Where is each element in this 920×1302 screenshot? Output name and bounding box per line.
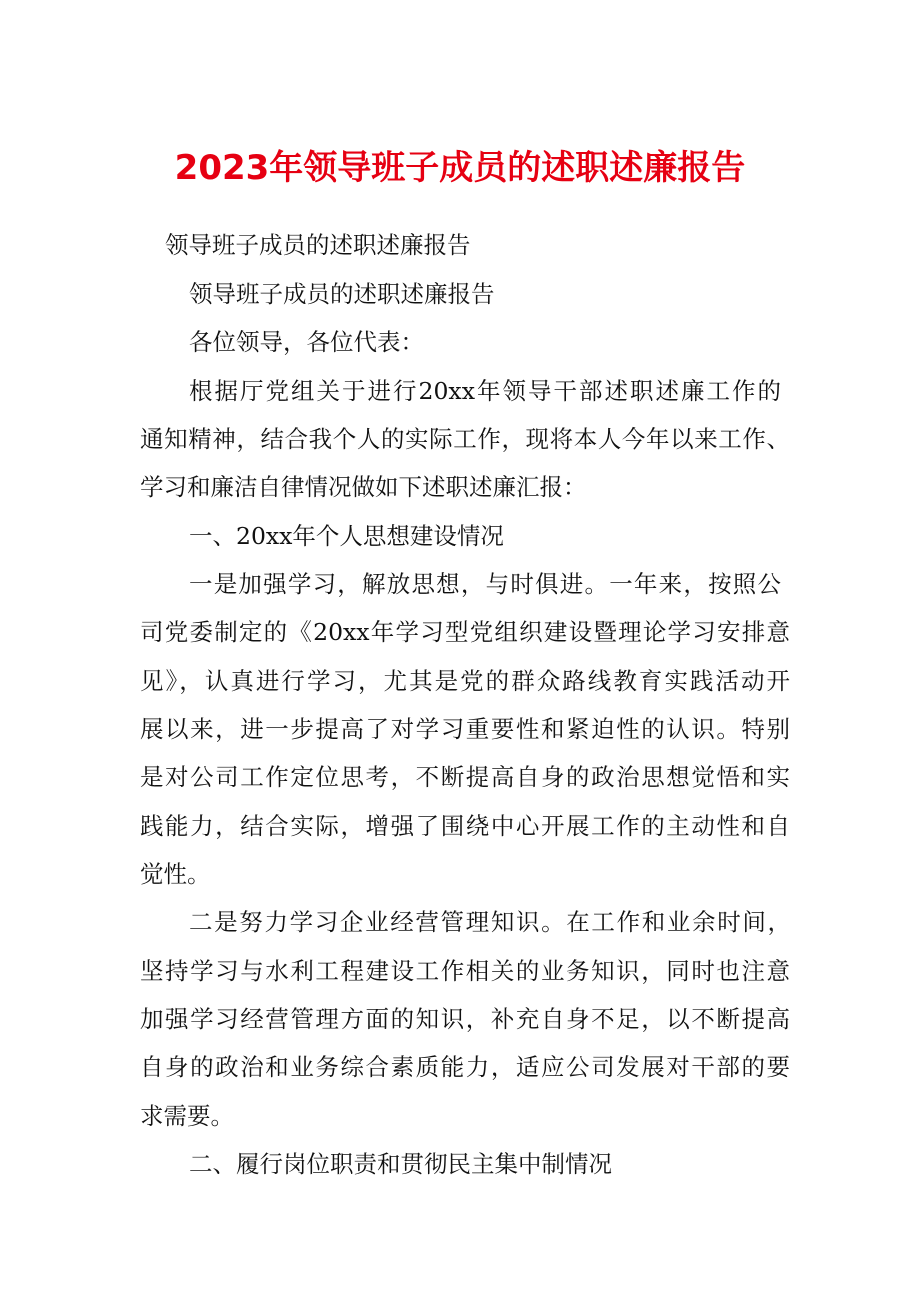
body-line: 一是加强学习，解放思想，与时俱进。一年来，按照公 [189,570,781,598]
body-line: 见》，认真进行学习，尤其是党的群众路线教育实践活动开 [140,667,790,695]
section-heading: 二、履行岗位职责和贯彻民主集中制情况 [189,1150,612,1178]
body-line: 通知精神，结合我个人的实际工作，现将本人今年以来工作、 [140,425,790,453]
body-line: 坚持学习与水利工程建设工作相关的业务知识，同时也注意 [140,957,790,985]
body-line: 是对公司工作定位思考，不断提高自身的政治思想觉悟和实 [140,763,790,791]
body-line: 领导班子成员的述职述廉报告 [189,280,495,308]
body-line: 自身的政治和业务综合素质能力，适应公司发展对干部的要 [140,1053,790,1081]
body-line: 学习和廉洁自律情况做如下述职述廉汇报： [140,473,587,501]
body-line: 展以来，进一步提高了对学习重要性和紧迫性的认识。特别 [140,715,790,743]
document-subtitle: 领导班子成员的述职述廉报告 [165,231,471,259]
body-line: 求需要。 [140,1102,234,1130]
body-line: 觉性。 [140,860,211,888]
section-heading: 一、20xx年个人思想建设情况 [189,522,504,550]
document-title: 2023年领导班子成员的述职述廉报告 [174,148,746,188]
body-line: 根据厅党组关于进行20xx年领导干部述职述廉工作的 [189,377,781,405]
body-line: 践能力，结合实际，增强了围绕中心开展工作的主动性和自 [140,812,790,840]
body-line: 司党委制定的《20xx年学习型党组织建设暨理论学习安排意 [140,618,790,646]
body-line: 二是努力学习企业经营管理知识。在工作和业余时间， [189,908,791,936]
salutation-line: 各位领导，各位代表： [189,328,424,356]
body-line: 加强学习经营管理方面的知识，补充自身不足，以不断提高 [140,1005,790,1033]
